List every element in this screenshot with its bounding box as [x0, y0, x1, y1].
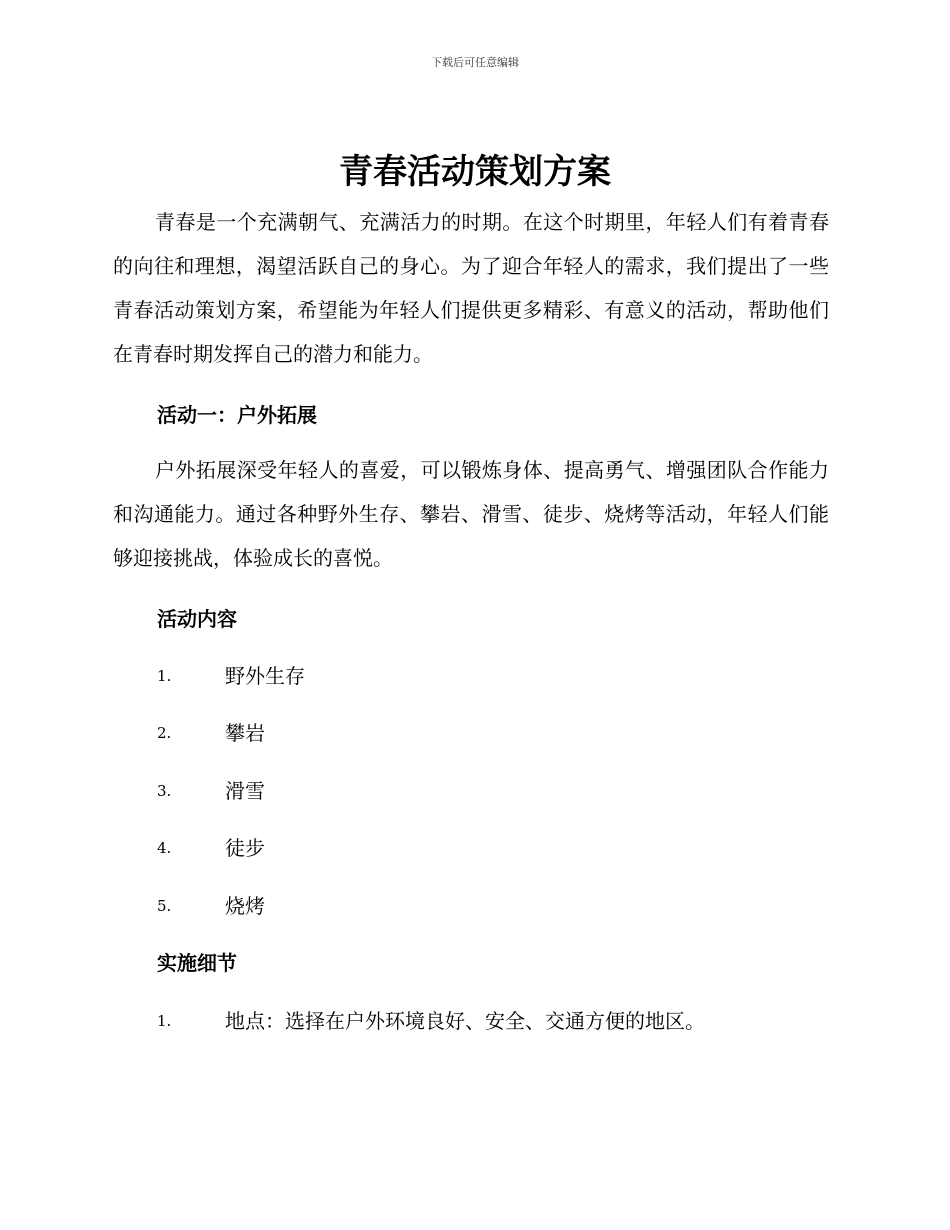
page-header-note: 下载后可任意编辑 — [431, 56, 519, 69]
list-item — [157, 891, 837, 921]
list-item-text: 野外生存 — [225, 664, 305, 688]
list-item-number: 2. — [157, 724, 172, 742]
intro-paragraph: 青春是一个充满朝气、充满活力的时期。在这个时期里，年轻人们有着青春的向往和理想，渴望活跃自己的身心。为了迎合年轻人的需求，我们提出了一些青春活动策划方案，希望能为年轻人们提供更多精彩、有意义的活动，帮助他们在青春时期发挥自己的潜力和能力。 — [113, 210, 829, 366]
implementation-details-heading: 实施细节 — [157, 951, 237, 975]
list-item-number: 3. — [157, 782, 172, 800]
list-item-text: 攀岩 — [225, 721, 265, 745]
list-item — [157, 718, 837, 748]
list-item — [157, 833, 837, 863]
activity-one-description: 户外拓展深受年轻人的喜爱，可以锻炼身体、提高勇气、增强团队合作能力和沟通能力。通过各种野外生存、攀岩、滑雪、徒步、烧烤等活动，年轻人们能够迎接挑战，体验成长的喜悦。 — [113, 458, 829, 570]
list-item-number: 4. — [157, 839, 172, 857]
activity-one-heading: 活动一：户外拓展 — [157, 403, 317, 427]
list-item-text: 地点：选择在户外环境良好、安全、交通方便的地区。 — [225, 1009, 705, 1033]
list-item-number: 1. — [157, 667, 172, 685]
list-item-text: 烧烤 — [225, 894, 265, 918]
list-item-text: 徒步 — [225, 836, 265, 860]
document-title: 青春活动策划方案 — [339, 152, 611, 192]
list-item-text: 滑雪 — [225, 779, 265, 803]
list-item-number: 1. — [157, 1012, 172, 1030]
list-item-number: 5. — [157, 897, 172, 915]
activity-content-heading: 活动内容 — [157, 607, 237, 631]
list-item — [157, 661, 837, 691]
list-item — [157, 776, 837, 806]
list-item — [157, 1006, 837, 1036]
